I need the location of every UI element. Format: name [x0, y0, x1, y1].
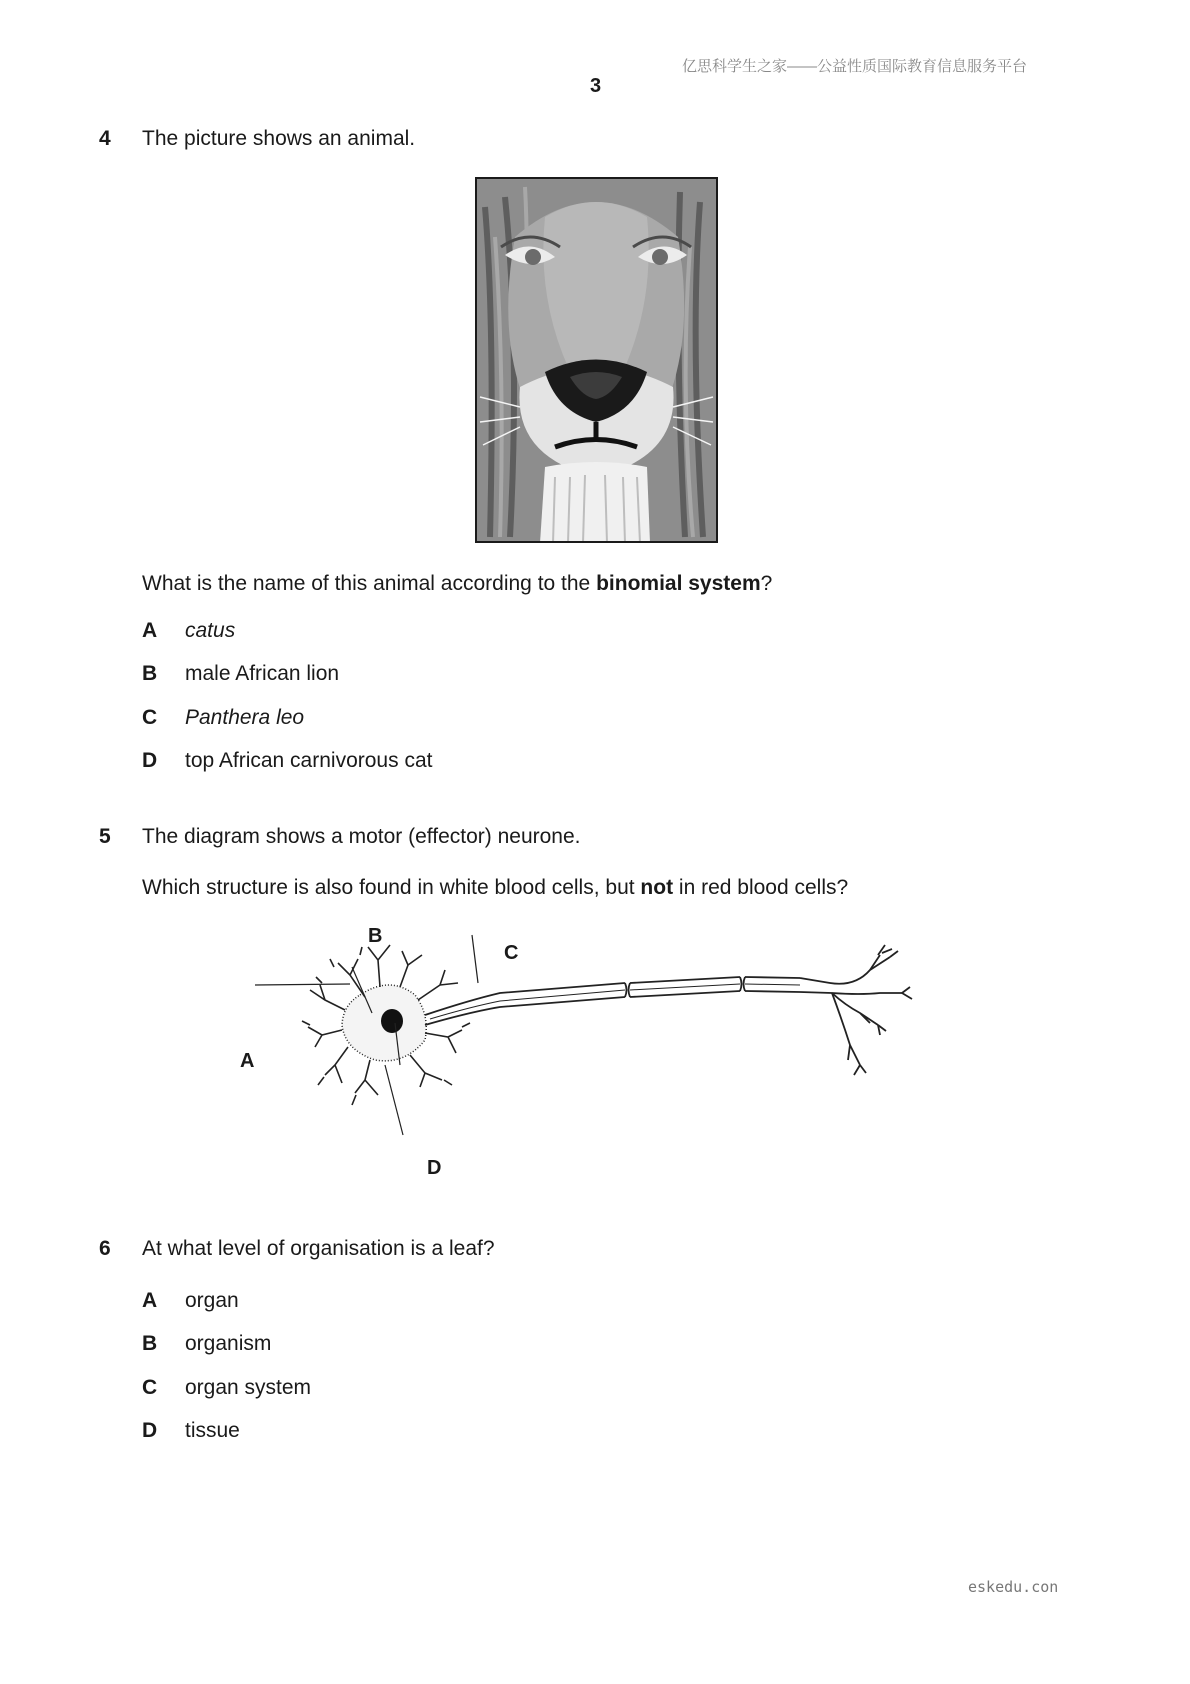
question-5-prompt-bold: not — [640, 876, 674, 899]
q6-option-a-letter: A — [142, 1289, 158, 1312]
footer-url: eskedu.con — [968, 1578, 1059, 1596]
question-5-prompt-end: in red blood cells? — [673, 876, 849, 899]
q4-option-b-letter: B — [142, 662, 158, 685]
q6-option-c-text[interactable]: organ system — [185, 1376, 312, 1399]
question-5-number: 5 — [99, 825, 111, 848]
q6-option-b-letter: B — [142, 1332, 158, 1355]
q4-option-c-letter: C — [142, 706, 158, 729]
question-5-prompt — [142, 876, 848, 900]
q4-option-d-text[interactable]: top African carnivorous cat — [185, 749, 433, 772]
neurone-label-b: B — [368, 925, 383, 947]
q6-option-d-letter: D — [142, 1419, 158, 1442]
q6-option-b-text[interactable]: organism — [185, 1332, 272, 1355]
q4-option-c-text[interactable]: Panthera leo — [185, 706, 305, 729]
question-4-number: 4 — [99, 127, 111, 150]
question-6-prompt: At what level of organisation is a leaf? — [142, 1237, 495, 1260]
neurone-label-d: D — [427, 1157, 442, 1179]
q4-option-d-letter: D — [142, 749, 158, 772]
q6-option-d-text[interactable]: tissue — [185, 1419, 240, 1442]
q4-option-a-text[interactable]: catus — [185, 619, 236, 642]
question-4-prompt-end: ? — [760, 572, 773, 595]
question-4-prompt-bold: binomial system — [596, 572, 761, 595]
lion-picture — [475, 177, 718, 543]
question-4-prompt-start: What is the name of this animal according to the — [142, 572, 597, 595]
question-6-number: 6 — [99, 1237, 111, 1260]
question-4-prompt — [142, 572, 772, 596]
neurone-label-c: C — [504, 942, 519, 964]
question-4-intro: The picture shows an animal. — [142, 127, 416, 150]
page-number: 3 — [590, 75, 602, 97]
neurone-diagram — [230, 915, 970, 1185]
q4-option-b-text[interactable]: male African lion — [185, 662, 340, 685]
question-5-intro: The diagram shows a motor (effector) neurone. — [142, 825, 581, 848]
watermark-text: 亿思科学生之家——公益性质国际教育信息服务平台 — [682, 58, 1028, 75]
q4-option-a-letter: A — [142, 619, 158, 642]
question-5-prompt-start: Which structure is also found in white blood cells, but — [142, 876, 641, 899]
neurone-label-a: A — [240, 1050, 255, 1072]
q6-option-c-letter: C — [142, 1376, 158, 1399]
q6-option-a-text[interactable]: organ — [185, 1289, 239, 1312]
